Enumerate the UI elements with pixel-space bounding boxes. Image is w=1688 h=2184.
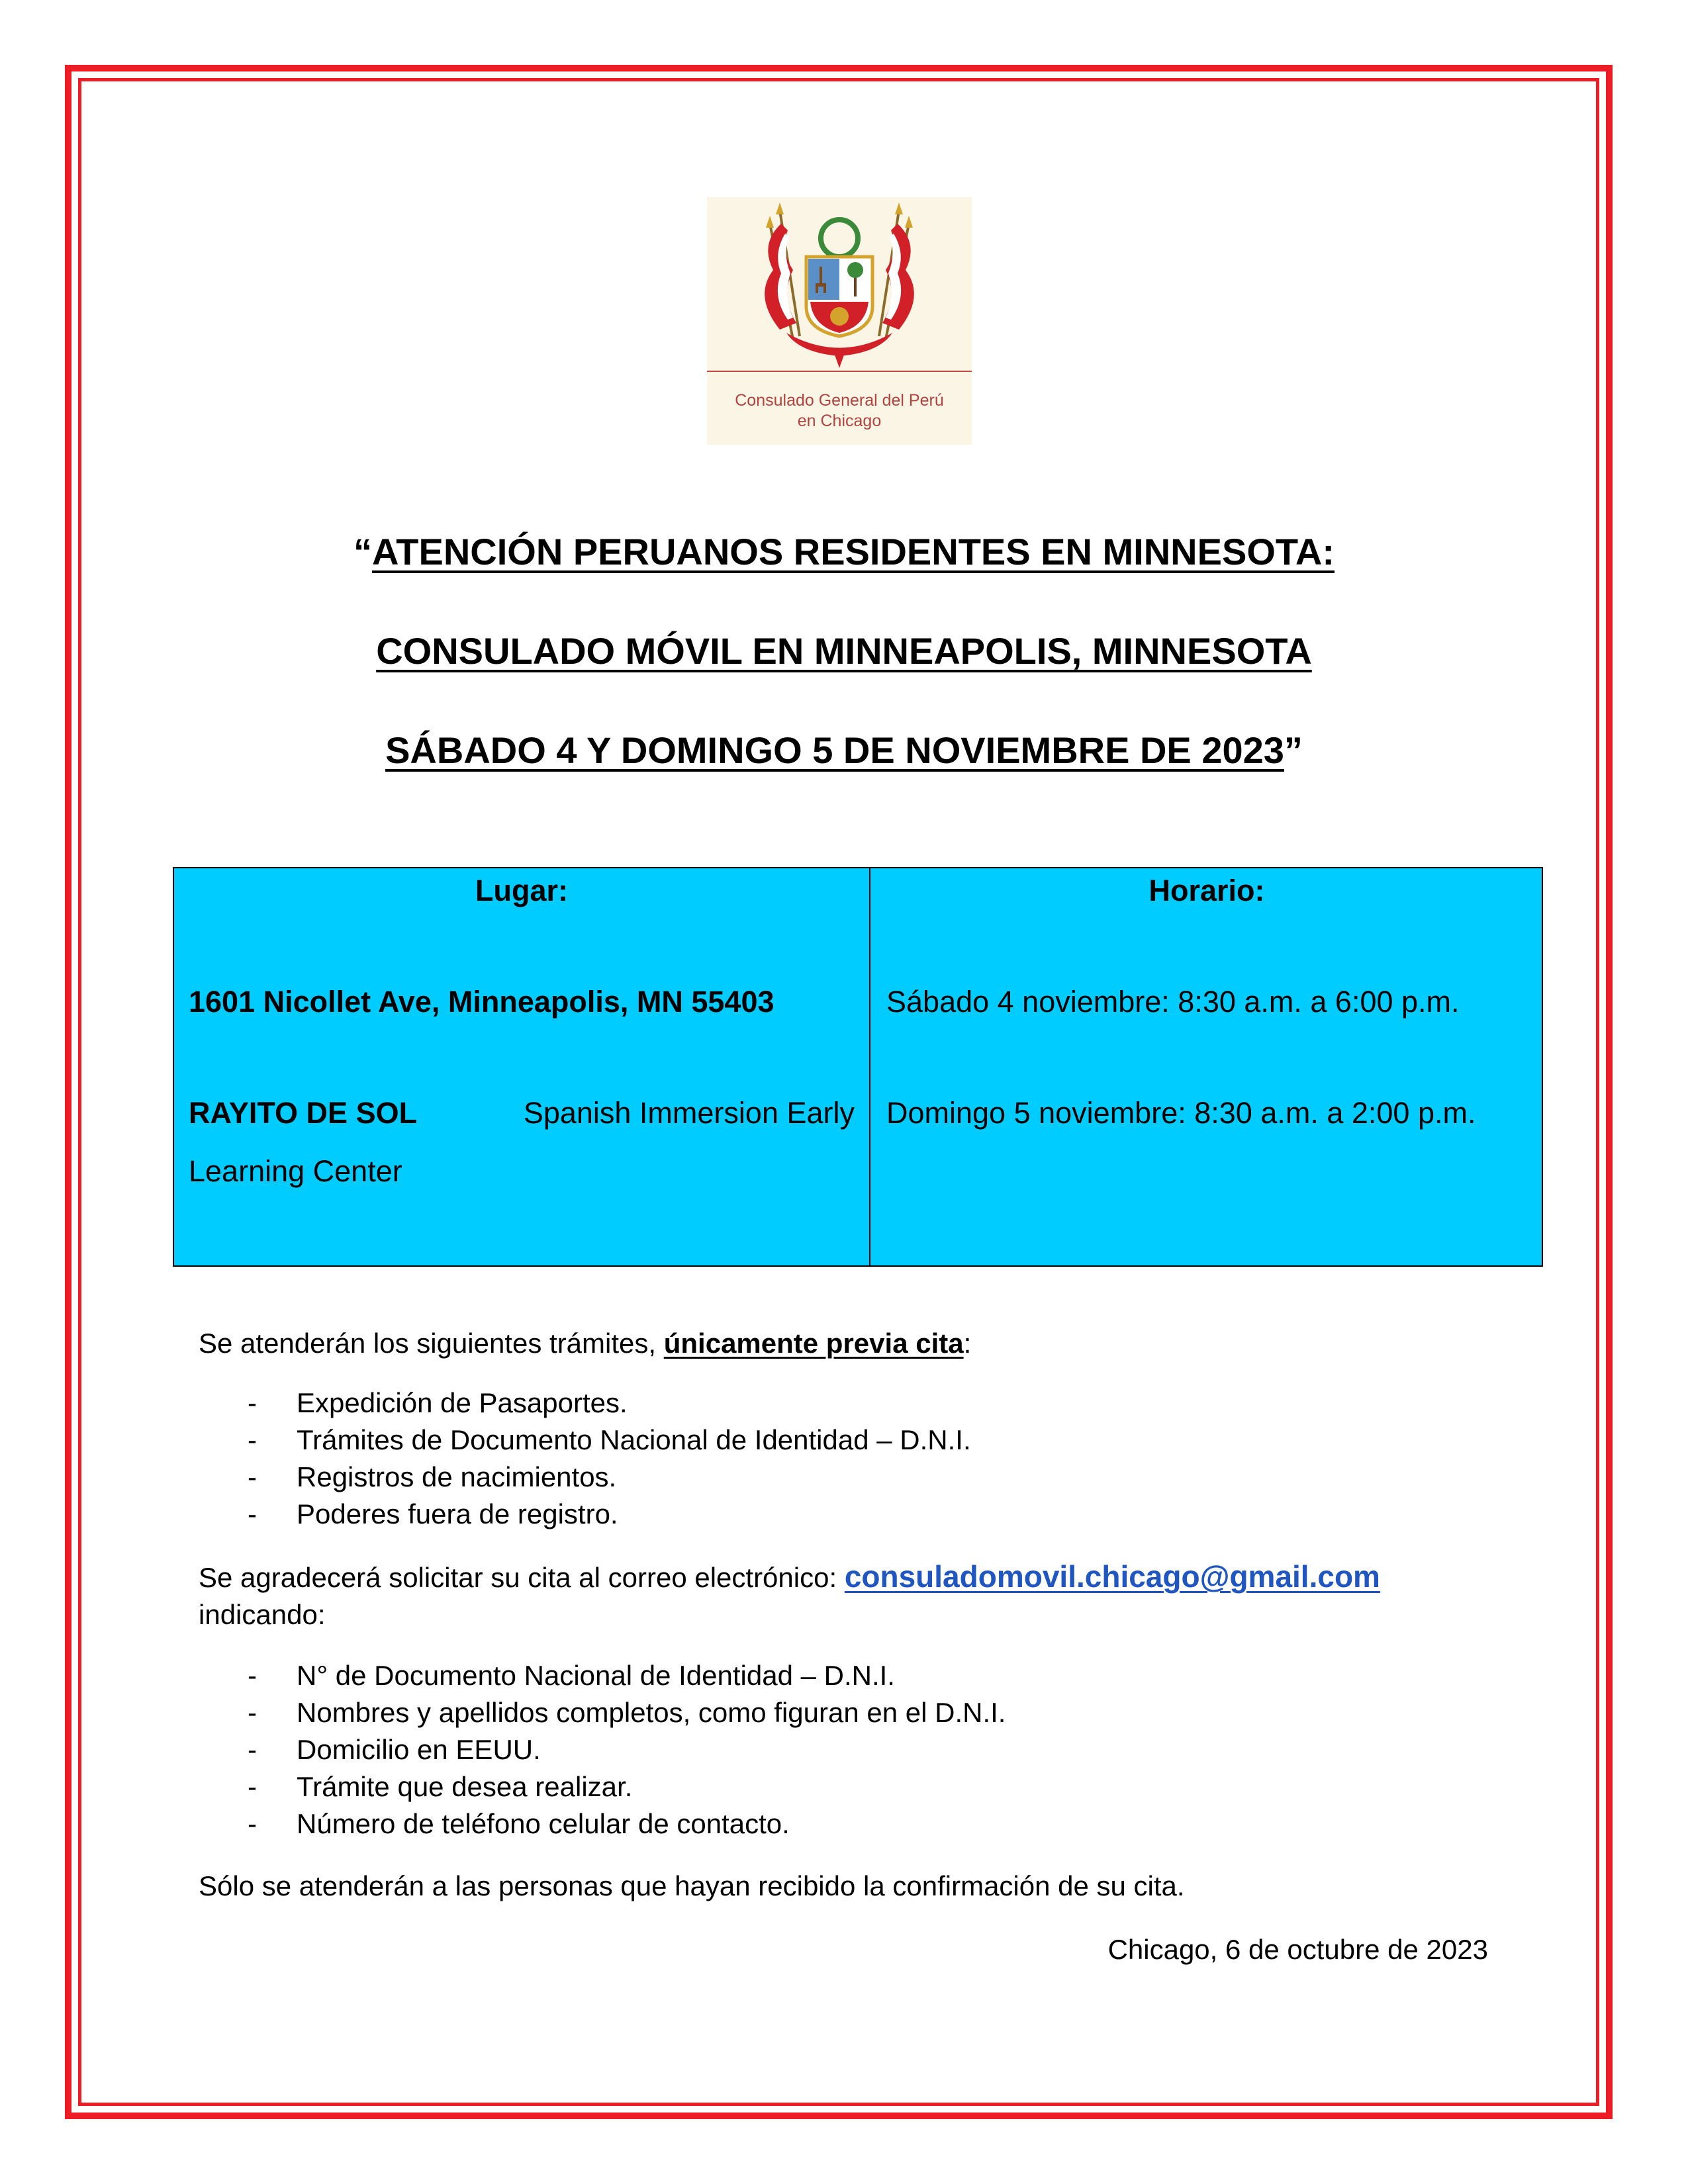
bullet-dash: - [248,1734,257,1765]
lugar-header: Lugar: [475,874,568,907]
contact-line-2: indicando: [199,1599,326,1630]
venue-name-line1 [189,1092,855,1134]
bullet-dash: - [248,1771,257,1802]
contact-email-link[interactable]: consuladomovil.chicago@gmail.com [844,1559,1380,1594]
contact-text: Se agradecerá solicitar su cita al correo electrónico: [199,1562,845,1593]
logo-caption [707,390,972,432]
venue-address: 1601 Nicollet Ave, Minneapolis, MN 55403 [189,985,774,1019]
date-line: Chicago, 6 de octubre de 2023 [1107,1934,1488,1965]
bullet-dash: - [248,1424,257,1455]
bullet-dash: - [248,1498,257,1529]
requirement-item: Número de teléfono celular de contacto. [297,1808,790,1839]
services-emphasis: únicamente previa cita [663,1328,964,1359]
open-quote: “ [353,531,372,572]
location-schedule-table [173,867,1543,1267]
title-line-3-text: SÁBADO 4 Y DOMINGO 5 DE NOVIEMBRE DE 2023 [385,729,1284,771]
services-intro-text: Se atenderán los siguientes trámites, [199,1328,664,1359]
saturday-hours: Sábado 4 noviembre: 8:30 a.m. a 6:00 p.m. [886,985,1460,1019]
requirement-item: N° de Documento Nacional de Identidad – D.N.I. [297,1660,895,1691]
horario-header: Horario: [1149,874,1265,907]
service-item: Registros de nacimientos. [297,1461,617,1492]
bullet-dash: - [248,1697,257,1728]
logo-divider [707,371,972,372]
requirement-item: Domicilio en EEUU. [297,1734,541,1765]
logo-caption-line1: Consulado General del Perú [735,391,944,410]
service-item: Trámites de Documento Nacional de Identidad – D.N.I. [297,1424,971,1455]
service-item: Expedición de Pasaportes. [297,1387,628,1418]
requirement-item: Trámite que desea realizar. [297,1771,633,1802]
venue-name-rest: Spanish Immersion Early [523,1096,855,1130]
bullet-dash: - [248,1387,257,1418]
service-item: Poderes fuera de registro. [297,1498,618,1529]
table-column-divider [869,868,870,1265]
sunday-hours: Domingo 5 noviembre: 8:30 a.m. a 2:00 p.m. [886,1096,1476,1130]
venue-name-bold: RAYITO DE SOL [189,1096,418,1130]
confirmation-note: Sólo se atenderán a las personas que hayan recibido la confirmación de su cita. [199,1870,1185,1901]
services-intro-end: : [963,1328,972,1359]
close-quote: ” [1284,729,1303,771]
title-line-2 [86,630,1602,672]
consulate-logo [707,197,972,445]
logo-caption-line2: en Chicago [797,412,882,430]
bullet-dash: - [248,1808,257,1839]
requirement-item: Nombres y apellidos completos, como figuran en el D.N.I. [297,1697,1006,1728]
peru-coat-of-arms-icon [707,197,972,369]
contact-line-1 [199,1558,1380,1596]
bullet-dash: - [248,1660,257,1691]
title-line-2-text: CONSULADO MÓVIL EN MINNEAPOLIS, MINNESOTA [376,630,1312,672]
venue-name-line2: Learning Center [189,1154,402,1188]
title-line-3 [86,729,1602,772]
bullet-dash: - [248,1461,257,1492]
title-line-1-text: ATENCIÓN PERUANOS RESIDENTES EN MINNESOTA: [371,531,1335,572]
title-line-1 [86,531,1602,573]
services-intro [199,1325,971,1362]
